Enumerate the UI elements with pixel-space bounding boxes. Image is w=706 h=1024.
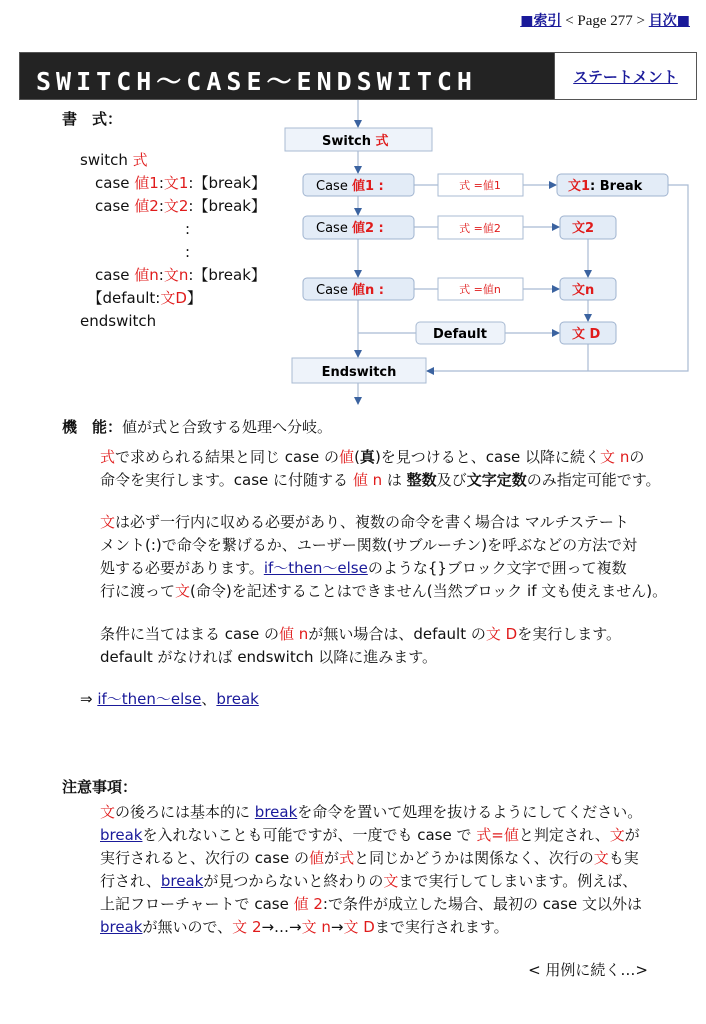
notes-paragraph (100, 801, 642, 939)
cross-reference-link[interactable]: break (100, 918, 143, 936)
bold-term: 整数 (406, 471, 437, 489)
case-2-box (303, 216, 414, 239)
page-title: SWITCH～CASE～ENDSWITCH (36, 67, 477, 96)
syntax-heading: 書 式： (62, 110, 123, 128)
svg-text:文 D: 文 D (572, 327, 601, 342)
highlighted-term: 文 2 (232, 918, 262, 936)
text-segment: と判定され、 (518, 826, 610, 844)
highlighted-term: 値 n (352, 471, 383, 489)
text-segment: : (158, 197, 164, 215)
text-segment: :【break】 (188, 197, 266, 215)
highlighted-term: 文 (609, 826, 625, 844)
text-segment: 行され、 (100, 872, 161, 890)
text-segment: case (80, 266, 135, 284)
text-line (100, 511, 667, 534)
endswitch-box (292, 358, 426, 383)
text-segment: switch (80, 151, 133, 169)
highlighted-term: 式 (339, 849, 355, 867)
highlighted-term: 値1 (134, 174, 159, 192)
svg-text:Switch 式: Switch 式 (322, 134, 389, 149)
text-line (100, 469, 661, 492)
cross-reference-link[interactable]: break (254, 803, 298, 821)
highlighted-term: 文 D (485, 625, 518, 643)
highlighted-term: 文2 (163, 197, 189, 215)
text-segment: default がなければ endswitch 以降に進みます。 (100, 648, 438, 666)
text-line (100, 893, 642, 916)
highlighted-term: 文1 (163, 174, 189, 192)
cross-reference-link[interactable]: break (216, 690, 259, 708)
cross-reference-link[interactable]: break (100, 826, 143, 844)
text-line (80, 688, 259, 711)
text-segment: case (80, 197, 135, 215)
text-segment: ( (354, 448, 360, 466)
text-segment: 命令を実行します。case に付随する (100, 471, 353, 489)
text-segment: のような{}ブロック文字で囲って複数 (367, 559, 627, 577)
text-line (100, 446, 661, 469)
text-line (100, 916, 642, 939)
text-segment: ⇒ (80, 690, 98, 708)
svg-text:文2: 文2 (572, 221, 595, 236)
text-segment: 及び (436, 471, 467, 489)
text-segment: → (330, 918, 344, 936)
highlighted-term: 文D (160, 289, 187, 307)
svg-text:Case 値1 :: Case 値1 : (316, 179, 384, 194)
text-segment: : (80, 243, 191, 261)
function-heading-label: 機 能： (62, 418, 123, 436)
text-segment: が見つからないと終わりの (203, 872, 384, 890)
text-segment: が (624, 826, 640, 844)
statement-boxes (557, 174, 668, 344)
text-segment: は必ず一行内に収める必要があり、複数の命令を書く場合は マルチステート (115, 513, 629, 531)
text-line (100, 580, 667, 603)
svg-text:式 =値n: 式 =値n (459, 283, 501, 296)
function-summary: 値が式と合致する処理へ分岐。 (122, 418, 333, 436)
text-line (100, 557, 667, 580)
text-segment: を実行します。 (517, 625, 622, 643)
text-segment: の (629, 448, 645, 466)
text-segment: と同じかどうかは関係なく、次行の (354, 849, 594, 867)
cross-reference-link[interactable]: break (160, 872, 204, 890)
highlighted-term: 文 n (301, 918, 331, 936)
text-segment: : (158, 174, 164, 192)
text-segment: 】 (186, 289, 202, 307)
function-paragraph-3 (100, 623, 621, 669)
text-segment: 行に渡って (100, 582, 176, 600)
text-segment: で求められる結果と同じ case の (115, 448, 340, 466)
text-segment: →…→ (261, 918, 302, 936)
toc-link-label: 目次 (648, 13, 677, 29)
svg-text:式 =値2: 式 =値2 (459, 222, 501, 235)
see-also (80, 688, 259, 711)
highlighted-term: 値2 (134, 197, 159, 215)
text-line (100, 801, 642, 824)
default-box (416, 322, 505, 344)
text-segment: を入れないことも可能ですが、一度でも case で (142, 826, 477, 844)
square-marker-icon: ■ (676, 13, 690, 29)
text-segment: : (158, 266, 164, 284)
notes-heading: 注意事項： (62, 778, 138, 796)
text-segment: endswitch (80, 312, 157, 330)
function-heading (62, 416, 332, 437)
text-line (100, 870, 642, 893)
text-segment: :で条件が成立した場合、最初の case 文以外は (322, 895, 642, 913)
square-marker-icon: ■ (520, 13, 534, 29)
text-line (100, 623, 621, 646)
highlighted-term: 値 (339, 448, 355, 466)
highlighted-term: 値 2 (293, 895, 323, 913)
text-segment: も実 (608, 849, 639, 867)
text-segment: 【default: (80, 289, 161, 307)
text-segment: 実行されると、次行の case の (100, 849, 310, 867)
cross-reference-link[interactable]: if～then～else (263, 559, 368, 577)
index-link-label: 索引 (533, 13, 562, 29)
text-segment: : (80, 220, 191, 238)
svg-text:Case 値2 :: Case 値2 : (316, 221, 384, 236)
highlighted-term: 文n (163, 266, 189, 284)
text-segment: メント(:)で命令を繋げるか、ユーザー関数(サブルーチン)を呼ぶなどの方法で対 (100, 536, 638, 554)
text-segment: を命令を置いて処理を抜けるようにしてください。 (297, 803, 643, 821)
highlighted-term: 文 (175, 582, 191, 600)
text-segment: が無い場合は、default の (308, 625, 486, 643)
svg-text:Default: Default (433, 327, 487, 342)
text-segment: :【break】 (188, 266, 266, 284)
text-line (100, 824, 642, 847)
svg-text:式 =値1: 式 =値1 (459, 179, 501, 192)
text-segment: 処する必要があります。 (100, 559, 264, 577)
text-segment: )を見つけると、case 以降に続く (374, 448, 601, 466)
highlighted-term: 式 (132, 151, 148, 169)
page-number: < Page 277 > (561, 13, 649, 29)
text-segment: (命令)を記述することはできません(当然ブロック if 文も使えません)。 (190, 582, 668, 600)
text-segment: case (80, 174, 135, 192)
flowchart (0, 0, 706, 420)
text-segment: 上記フローチャートで case (100, 895, 294, 913)
highlighted-term: 文 (100, 513, 116, 531)
cross-reference-link[interactable]: if～then～else (97, 690, 202, 708)
function-paragraph-2 (100, 511, 667, 603)
text-segment: のみ指定可能です。 (526, 471, 661, 489)
svg-text:Endswitch: Endswitch (321, 365, 397, 380)
highlighted-term: 文 D (343, 918, 375, 936)
highlighted-term: 文 (383, 872, 399, 890)
highlighted-term: 式=値 (476, 826, 519, 844)
switch-box (285, 128, 432, 151)
text-segment: :【break】 (188, 174, 266, 192)
highlighted-term: 値 (309, 849, 325, 867)
text-line (100, 534, 667, 557)
bold-term: 真 (359, 448, 375, 466)
text-segment: が (324, 849, 340, 867)
text-segment: まで実行してしまいます。例えば、 (398, 872, 638, 890)
condition-boxes (438, 174, 523, 300)
bold-term: 文字定数 (466, 471, 527, 489)
case-n-box (303, 278, 414, 300)
svg-text:文1: Break: 文1: Break (568, 179, 643, 194)
text-line (100, 847, 642, 870)
text-segment: の後ろには基本的に (115, 803, 255, 821)
continue-note: < 用例に続く…> (528, 961, 648, 979)
text-segment: まで実行されます。 (374, 918, 509, 936)
text-segment: 条件に当てはまる case の (100, 625, 280, 643)
highlighted-term: 値n (134, 266, 159, 284)
text-segment: は (382, 471, 407, 489)
highlighted-term: 式 (100, 448, 116, 466)
case-1-box (303, 174, 414, 196)
category-link[interactable]: ステートメント (573, 68, 678, 86)
function-paragraph-1 (100, 446, 661, 492)
highlighted-term: 文 n (600, 448, 630, 466)
highlighted-term: 文 (100, 803, 116, 821)
text-segment: 、 (201, 690, 217, 708)
highlighted-term: 文 (593, 849, 609, 867)
highlighted-term: 値 n (279, 625, 309, 643)
text-line (100, 646, 621, 669)
svg-text:文n: 文n (572, 283, 595, 298)
text-segment: が無いので、 (142, 918, 233, 936)
svg-text:Case 値n :: Case 値n : (316, 283, 384, 298)
